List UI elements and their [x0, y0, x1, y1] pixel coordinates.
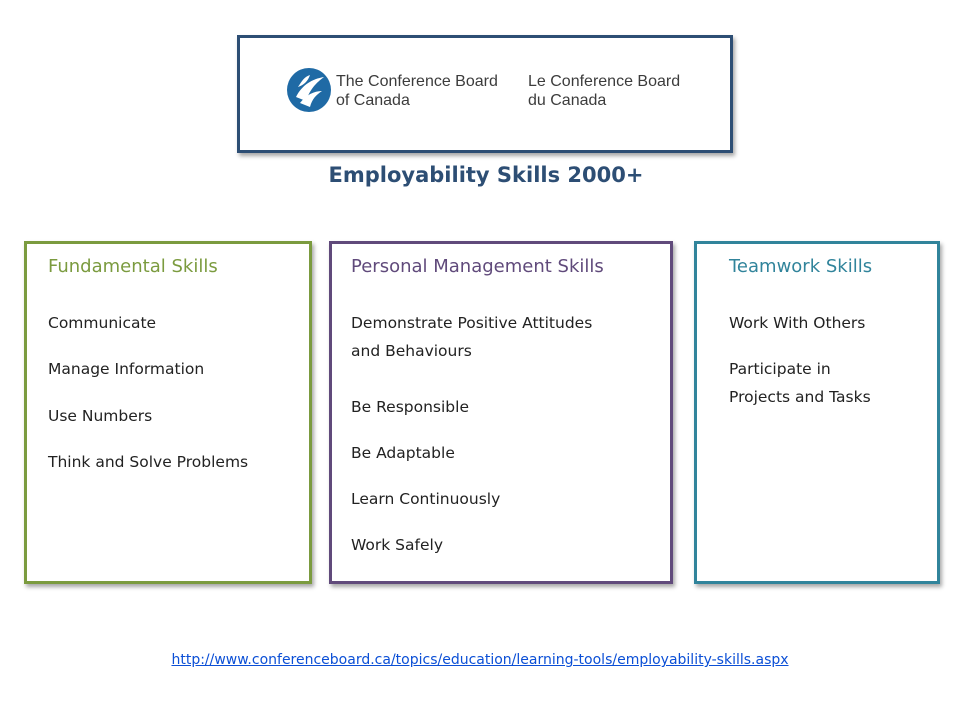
skill-item: Demonstrate Positive Attitudes: [351, 314, 593, 332]
logo-fr-line2: du Canada: [528, 92, 607, 109]
card-fundamental-skills: [24, 241, 312, 584]
card-heading: Teamwork Skills: [729, 256, 873, 277]
logo-text-french: [528, 72, 680, 110]
skill-list: [48, 309, 248, 476]
skill-item: Work With Others: [729, 314, 866, 332]
skill-item: Learn Continuously: [351, 490, 501, 508]
skill-item: Communicate: [48, 314, 157, 332]
skill-item: Projects and Tasks: [729, 388, 871, 406]
card-heading: Fundamental Skills: [48, 256, 218, 277]
card-heading: Personal Management Skills: [351, 256, 604, 277]
skill-item: and Behaviours: [351, 342, 472, 360]
skill-list: [351, 309, 592, 559]
source-link[interactable]: http://www.conferenceboard.ca/topics/education/learning-tools/employability-skills.aspx: [171, 652, 789, 668]
skill-list: [729, 309, 871, 411]
logo-en-line2: of Canada: [336, 92, 410, 109]
skill-item: Be Responsible: [351, 398, 469, 416]
skill-item: Use Numbers: [48, 407, 153, 425]
page-title: Employability Skills 2000+: [328, 163, 644, 187]
logo-en-line1: The Conference Board: [336, 73, 498, 90]
card-personal-management-skills: [329, 241, 673, 584]
maple-leaf-swirl-icon: [286, 67, 332, 113]
skill-item: Manage Information: [48, 360, 205, 378]
logo-text-english: [336, 72, 498, 110]
skill-item: Think and Solve Problems: [48, 453, 249, 471]
skill-item: Participate in: [729, 360, 831, 378]
logo-fr-line1: Le Conference Board: [528, 73, 681, 90]
card-teamwork-skills: [694, 241, 940, 584]
skill-item: Work Safely: [351, 536, 443, 554]
logo-banner: [237, 35, 733, 153]
skill-item: Be Adaptable: [351, 444, 455, 462]
